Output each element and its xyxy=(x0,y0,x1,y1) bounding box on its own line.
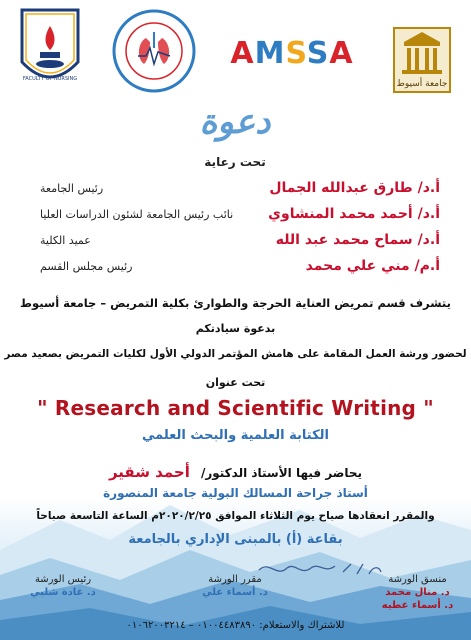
under-patronage-label: تحت رعاية xyxy=(204,155,266,169)
svg-text:FACULTY OF NURSING: FACULTY OF NURSING xyxy=(22,76,78,82)
invitation-title: دعوة xyxy=(199,102,271,142)
amssa-letter: S xyxy=(285,36,307,71)
invite-line: بدعوة سيادتكم xyxy=(195,322,276,335)
titled-label: تحت عنوان xyxy=(205,376,266,389)
patron-title: رئيس مجلس القسم xyxy=(40,260,133,273)
lecturer-line xyxy=(0,462,471,481)
amssa-letter: S xyxy=(306,36,330,71)
coordinator-block xyxy=(370,574,465,611)
patron-title: نائب رئيس الجامعة لشئون الدراسات العليا xyxy=(40,208,234,221)
lecturer-position: أستاذ جراحة المسالك البولية جامعة المنصورة xyxy=(103,486,368,500)
lecturer-label: يحاضر فيها الأستاذ الدكتور/ xyxy=(200,466,363,480)
contact-line: للاشتراك والاستعلام: ٠١٠٠٤٤٨٣٨٩٠ – ٠١٠٦٢٠٠٣٢١٤ xyxy=(126,620,345,631)
patron-title: عميد الكلية xyxy=(40,234,91,247)
amssa-logo-text xyxy=(212,34,372,74)
coordinator-name: د. أسماء عطيه xyxy=(381,600,454,611)
critical-care-nursing-logo xyxy=(108,8,200,94)
patron-name: أ.د/ طارق عبدالله الجمال xyxy=(269,180,440,196)
amssa-letter: M xyxy=(254,36,286,71)
coordinator-name: د. منال محمد xyxy=(385,587,450,598)
amssa-logo xyxy=(212,34,372,74)
head-name: د. غادة شلبي xyxy=(30,587,96,598)
patron-name: أ.م/ مني علي محمد xyxy=(305,258,440,274)
patron-row xyxy=(20,258,450,278)
rapporteur-block xyxy=(190,574,280,598)
patron-row xyxy=(20,180,450,200)
lecturer-name: أحمد شقير xyxy=(108,463,190,481)
rapporteur-name: د. أسماء علي xyxy=(202,587,268,598)
attend-line: لحضور ورشة العمل المقامة على هامش المؤتمر الدولي الأول لكليات التمريض بصعيد مصر xyxy=(4,348,467,360)
rapporteur-role: مقرر الورشة xyxy=(208,574,262,585)
coordinator-role: منسق الورشة xyxy=(388,574,447,585)
patron-name: أ.د/ سماح محمد عبد الله xyxy=(275,232,440,248)
workshop-title-english: " Research and Scientific Writing " xyxy=(37,396,434,420)
patron-title: رئيس الجامعة xyxy=(40,182,104,195)
venue-line: بقاعة (أ) بالمبنى الإداري بالجامعة xyxy=(128,532,343,547)
amssa-letter: A xyxy=(230,36,255,71)
honor-line: يتشرف قسم تمريض العناية الحرجة والطوارئ بكلية التمريض – جامعة أسيوط xyxy=(20,296,451,310)
patron-name: أ.د/ أحمد محمد المنشاوي xyxy=(268,206,440,222)
workshop-title-arabic: الكتابة العلمية والبحث العلمي xyxy=(141,428,330,443)
svg-text:جامعة أسيوط: جامعة أسيوط xyxy=(396,79,448,89)
patron-row xyxy=(20,206,450,226)
faculty-logo xyxy=(18,6,82,94)
head-role: رئيس الورشة xyxy=(34,574,92,585)
schedule-line: والمقرر انعقادها صباح يوم الثلاثاء الموافق ٢٠٢٠/٢/٢٥م الساعة التاسعة صباحاً xyxy=(36,510,435,522)
mountain-background xyxy=(0,480,471,640)
patron-row xyxy=(20,232,450,252)
head-block xyxy=(18,574,108,598)
amssa-letter: A xyxy=(329,36,354,71)
assiut-university-logo xyxy=(390,24,454,96)
